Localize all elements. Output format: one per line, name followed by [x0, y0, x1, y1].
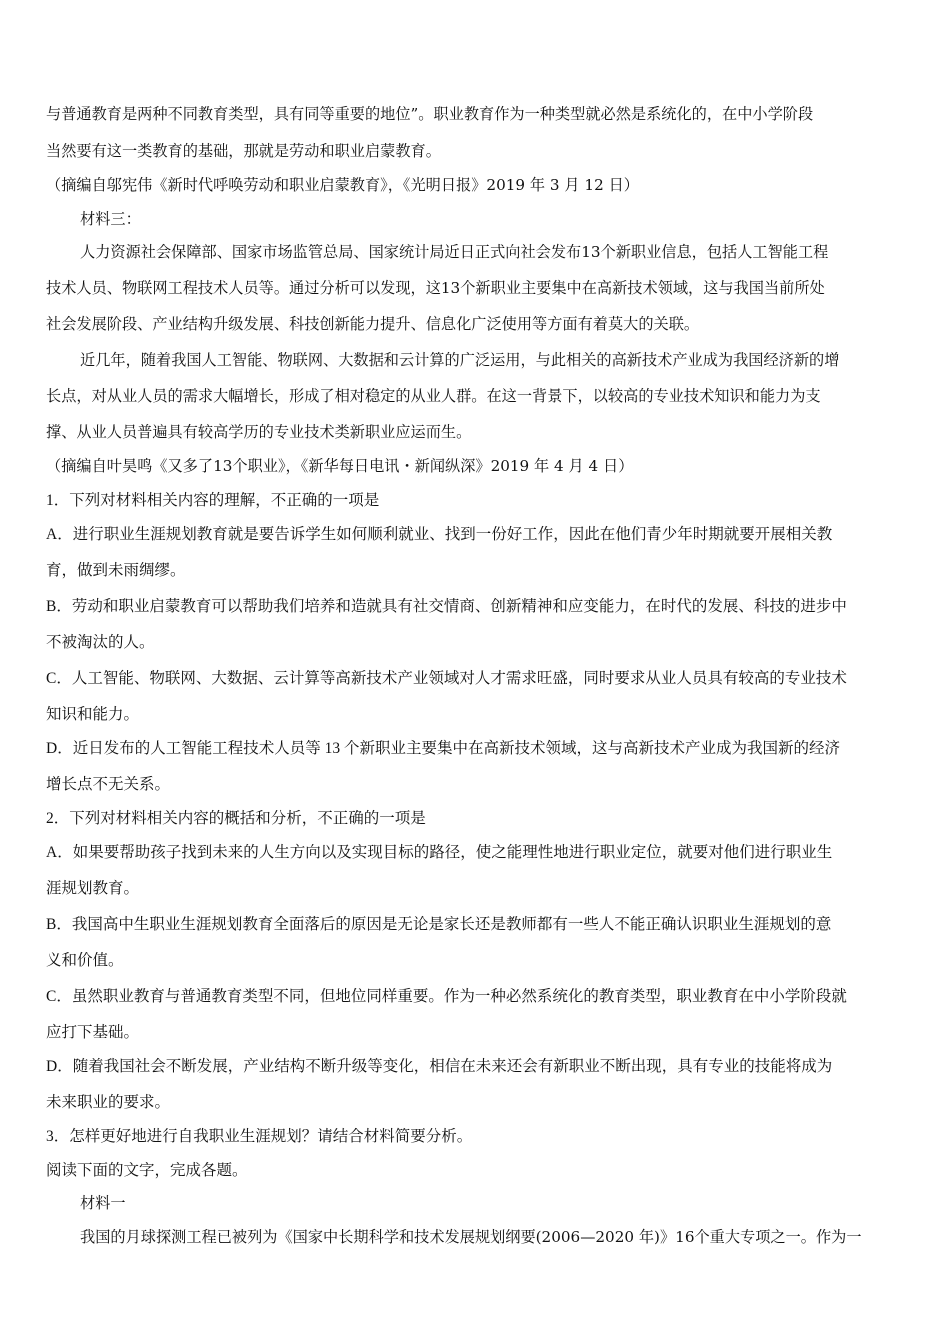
option-a-cont: 育，做到未雨绸缪。 [46, 562, 186, 579]
section-heading: 材料三： [80, 210, 141, 228]
option-a-cont: 涯规划教育。 [46, 880, 140, 897]
question-2: 2．下列对材料相关内容的概括和分析，不正确的一项是 [46, 810, 426, 827]
option-b-cont: 义和价值。 [46, 952, 124, 969]
option-b-cont: 不被淘汰的人。 [46, 634, 155, 651]
question-3: 3．怎样更好地进行自我职业生涯规划？请结合材料简要分析。 [46, 1128, 473, 1145]
section-heading: 材料一 [80, 1194, 126, 1212]
text-line: 撑、从业人员普遍具有较高学历的专业技术类新职业应运而生。 [46, 423, 472, 441]
source-citation: （摘编自邬宪伟《新时代呼唤劳动和职业启蒙教育》，《光明日报》2019 年 3 月 12 日） [46, 176, 639, 194]
option-c-cont: 知识和能力。 [46, 706, 140, 723]
text-line: 社会发展阶段、产业结构升级发展、科技创新能力提升、信息化广泛使用等方面有着莫大的关联。 [46, 315, 700, 333]
reading-instruction: 阅读下面的文字，完成各题。 [46, 1162, 248, 1179]
option-c-cont: 应打下基础。 [46, 1024, 140, 1041]
option-c: C．虽然职业教育与普通教育类型不同，但地位同样重要。作为一种必然系统化的教育类型，职业教育在中小学阶段就 [46, 988, 847, 1005]
option-d: D．近日发布的人工智能工程技术人员等 13 个新职业主要集中在高新技术领域，这与高新技术产业成为我国新的经济 [46, 740, 840, 757]
text-line: 长点，对从业人员的需求大幅增长，形成了相对稳定的从业人群。在这一背景下，以较高的专业技术知识和能力为支 [46, 387, 821, 405]
text-line: 人力资源社会保障部、国家市场监管总局、国家统计局近日正式向社会发布13个新职业信息，包括人工智能工程 [80, 243, 829, 261]
text-line: 近几年，随着我国人工智能、物联网、大数据和云计算的广泛运用，与此相关的高新技术产业成为我国经济新的增 [80, 351, 840, 369]
question-1: 1．下列对材料相关内容的理解，不正确的一项是 [46, 492, 380, 509]
text-line: 技术人员、物联网工程技术人员等。通过分析可以发现，这13个新职业主要集中在高新技术领域，这与我国当前所处 [46, 279, 825, 297]
option-b: B．劳动和职业启蒙教育可以帮助我们培养和造就具有社交情商、创新精神和应变能力，在时代的发展、科技的进步中 [46, 598, 847, 615]
option-b: B．我国高中生职业生涯规划教育全面落后的原因是无论是家长还是教师都有一些人不能正确认识职业生涯规划的意 [46, 916, 832, 933]
text-line: 我国的月球探测工程已被列为《国家中长期科学和技术发展规划纲要(2006—2020 年)》16个重大专项之一。作为一 [80, 1228, 862, 1246]
text-line: 当然要有这一类教育的基础，那就是劳动和职业启蒙教育。 [46, 142, 441, 160]
option-c: C．人工智能、物联网、大数据、云计算等高新技术产业领域对人才需求旺盛，同时要求从业人员具有较高的专业技术 [46, 670, 847, 687]
source-citation: （摘编自叶昊鸣《又多了13个职业》，《新华每日电讯・新闻纵深》2019 年 4 月 4 日） [46, 457, 634, 475]
option-d-cont: 未来职业的要求。 [46, 1094, 171, 1111]
text-line: 与普通教育是两种不同教育类型，具有同等重要的地位”。职业教育作为一种类型就必然是系统化的，在中小学阶段 [46, 105, 814, 123]
option-d: D．随着我国社会不断发展，产业结构不断升级等变化，相信在未来还会有新职业不断出现，具有专业的技能将成为 [46, 1058, 833, 1075]
option-d-cont: 增长点不无关系。 [46, 776, 171, 793]
option-a: A．如果要帮助孩子找到未来的人生方向以及实现目标的路径，使之能理性地进行职业定位，就要对他们进行职业生 [46, 844, 833, 861]
option-a: A．进行职业生涯规划教育就是要告诉学生如何顺利就业、找到一份好工作，因此在他们青少年时期就要开展相关教 [46, 526, 833, 543]
